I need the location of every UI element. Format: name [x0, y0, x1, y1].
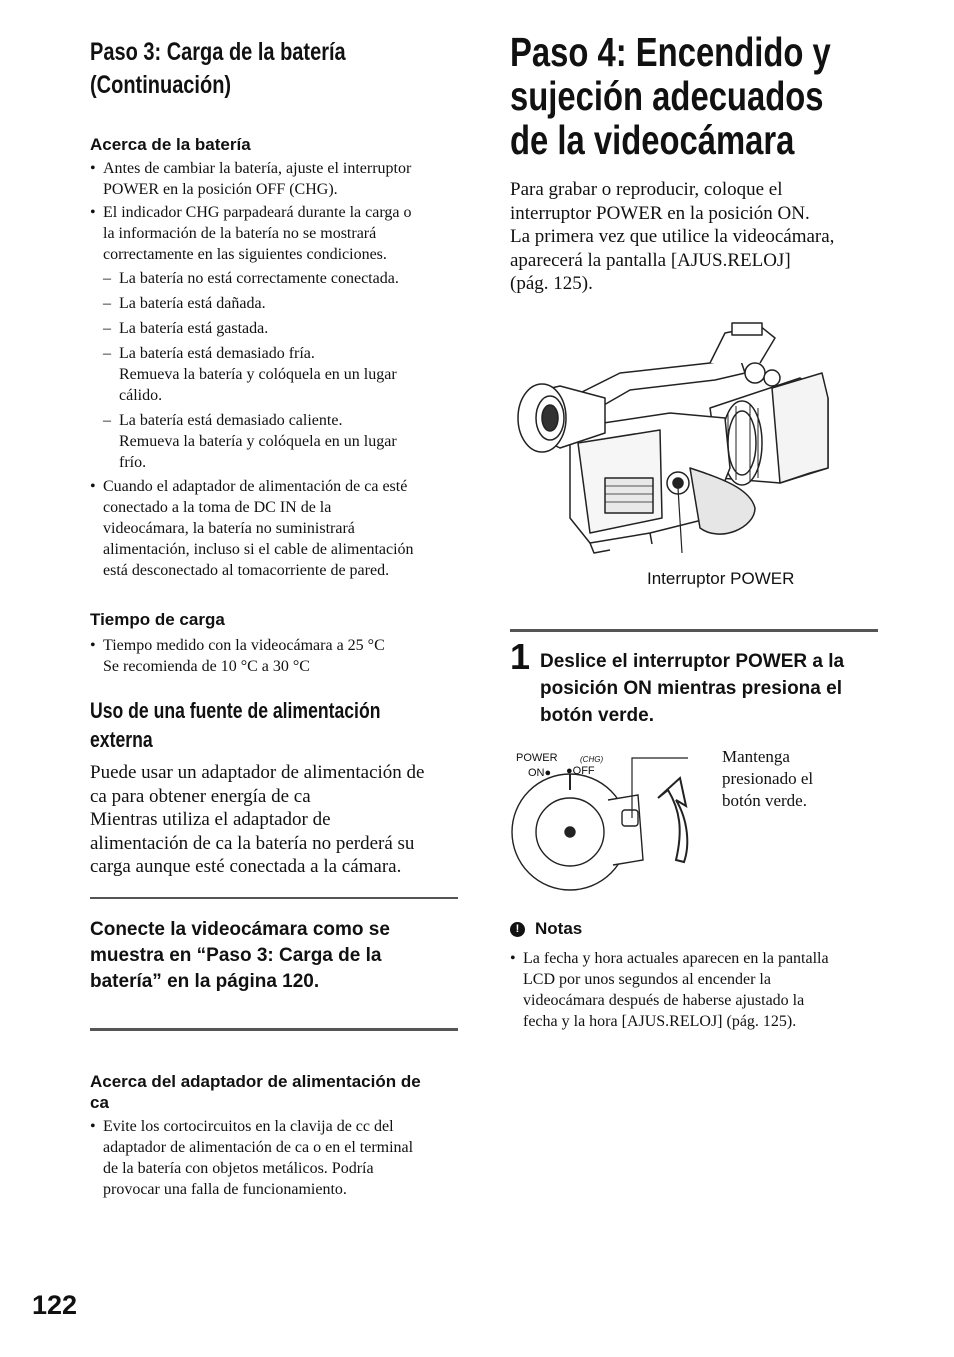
- external-power-heading: Uso de una fuente de alimentación externa: [90, 698, 381, 752]
- list-item: • Evite los cortocircuitos en la clavija de cc del adaptador de alimentación de ca o en el terminal de la batería con objetos metálicos. Podría provocar una falla de funcionamiento.: [90, 1116, 470, 1200]
- list-item: • Cuando el adaptador de alimentación de ca esté conectado a la toma de DC IN de la videocámara, la batería no suministrará alimentación, incluso si el cable de alimentación está desconectado al tomacorriente de pared.: [90, 476, 470, 581]
- list-item: • El indicador CHG parpadeará durante la carga o la información de la batería no se mostrará correctamente en las siguientes condiciones.: [90, 202, 470, 265]
- adapter-title: Acerca del adaptador de alimentación de ca: [90, 1072, 421, 1112]
- dial-off-label: ●OFF: [566, 765, 595, 777]
- list-item: • Antes de cambiar la batería, ajuste el interruptor POWER en la posición OFF (CHG).: [90, 158, 470, 200]
- list-item: – La batería no está correctamente conectada.: [90, 268, 470, 289]
- dot-icon: ●: [566, 765, 573, 777]
- divider: [510, 629, 878, 632]
- instruction-text: Conecte la videocámara como se muestra en “Paso 3: Carga de la batería” en la página 120.: [90, 919, 390, 992]
- dot-icon: ●: [544, 767, 552, 779]
- list-item: • Tiempo medido con la videocámara a 25 °C Se recomienda de 10 °C a 30 °C: [90, 635, 470, 677]
- adapter-list: [90, 1116, 470, 1200]
- dial-power-label: POWER: [516, 752, 558, 764]
- list-item: – La batería está demasiado caliente. Remueva la batería y colóquela en un lugar frío.: [90, 410, 470, 473]
- intro-text: Para grabar o reproducir, coloque el interruptor POWER en la posición ON. La primera vez que utilice la videocámara, aparecerá la pantalla [AJUS.RELOJ] (pág. 125).: [510, 179, 835, 294]
- page-number: 122: [32, 1290, 78, 1320]
- about-battery-title: Acerca de la batería: [90, 135, 251, 154]
- dial-chg-label: (CHG): [580, 755, 604, 764]
- about-battery-list: [90, 158, 470, 581]
- list-item: – La batería está gastada.: [90, 318, 470, 339]
- step-number: 1: [510, 636, 531, 677]
- dial-callout: Mantenga presionado el botón verde.: [722, 747, 814, 810]
- list-item: – La batería está dañada.: [90, 293, 470, 314]
- continued-heading: Paso 3: Carga de la batería (Continuación): [90, 38, 346, 99]
- page-title: Paso 4: Encendido y sujeción adecuados de la videocámara: [510, 29, 831, 163]
- dial-on-label: ON●: [528, 767, 552, 779]
- list-item: – La batería está demasiado fría. Remueva la batería y colóquela en un lugar cálido.: [90, 343, 470, 406]
- external-power-body: Puede usar un adaptador de alimentación de ca para obtener energía de ca Mientras utiliza el adaptador de alimentación de ca la batería no perderá su carga aunque esté conectada a la cámara.: [90, 762, 425, 877]
- list-item: • La fecha y hora actuales aparecen en la pantalla LCD por unos segundos al encender la videocámara después de haberse ajustado la fecha y la hora [AJUS.RELOJ] (pág. 125).: [510, 948, 890, 1032]
- charge-time-title: Tiempo de carga: [90, 610, 225, 629]
- notes-list: [510, 948, 890, 1032]
- note-icon: !: [510, 922, 525, 937]
- divider: [90, 1028, 458, 1031]
- notes-title: ! Notas: [510, 919, 582, 939]
- divider: [90, 897, 458, 899]
- charge-time-list: [90, 635, 470, 677]
- camcorder-illustration: [510, 318, 835, 558]
- step-text: Deslice el interruptor POWER a la posición ON mientras presiona el botón verde.: [540, 651, 845, 726]
- figure-label: Interruptor POWER: [647, 569, 795, 588]
